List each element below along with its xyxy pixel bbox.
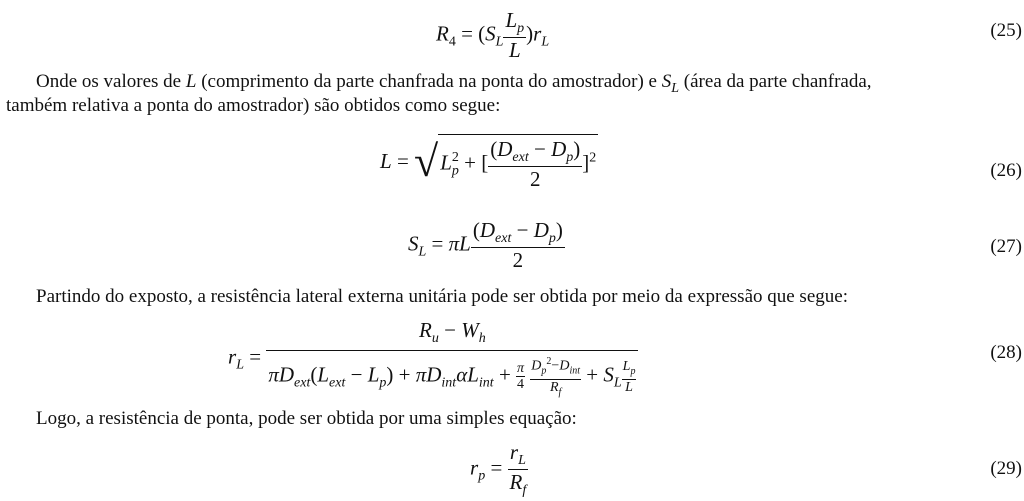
equation-27 [0,218,1024,274]
equation-28-formula: $r_L$ = $R_u - W_h$ $\pi D_{ext}(L_{ext} - L_p) + \pi D_{int}\alpha L_{int}$ + $\frac{\pi}{4}$ $\frac{D_p^2-D_{int}}{R_f}$ + $S_L$ $\frac{L_p}{L}$ [228,318,638,399]
equation-25-formula: $R_4 = (S_L$ $\frac{L_p}{L}$ )$r_L$ [436,8,550,63]
equation-28-number: (28) [990,342,1022,363]
paragraph-1-text-c: (área da parte chanfrada, [683,71,872,92]
equation-25 [0,6,1024,62]
paragraph-1-text-a: Onde os valores de [36,71,182,92]
equation-26-formula: $L = √L_p^2$ + [ $\frac{(D_{ext} - D_p)}{2}$ ]$^2$ [380,134,598,192]
equation-29-number: (29) [990,458,1022,479]
paragraph-1-line-1: Onde os valores de L (comprimento da parte chanfrada na ponta do amostrador) e $S_L$ (área da parte chanfrada, [36,71,872,96]
paragraph-3: Logo, a resistência de ponta, pode ser obtida por uma simples equação: [36,408,577,429]
equation-25-number: (25) [990,20,1022,41]
equation-29-formula: $r_p$ = $\frac{r_L}{R_f}$ [470,440,527,499]
paragraph-1-text-b: (comprimento da parte chanfrada na ponta do amostrador) e [201,71,657,92]
paragraph-1-line-2: também relativa a ponta do amostrador) são obtidos como segue: [6,95,501,116]
equation-28 [0,318,1024,398]
equation-26 [0,134,1024,198]
equation-29 [0,440,1024,500]
equation-26-number: (26) [990,160,1022,181]
paragraph-2: Partindo do exposto, a resistência lateral externa unitária pode ser obtida por meio da expressão que segue: [36,286,848,307]
equation-27-number: (27) [990,236,1022,257]
equation-27-formula: $S_L = \pi L$ $\frac{(D_{ext} - D_p)}{2}$ [408,218,563,273]
